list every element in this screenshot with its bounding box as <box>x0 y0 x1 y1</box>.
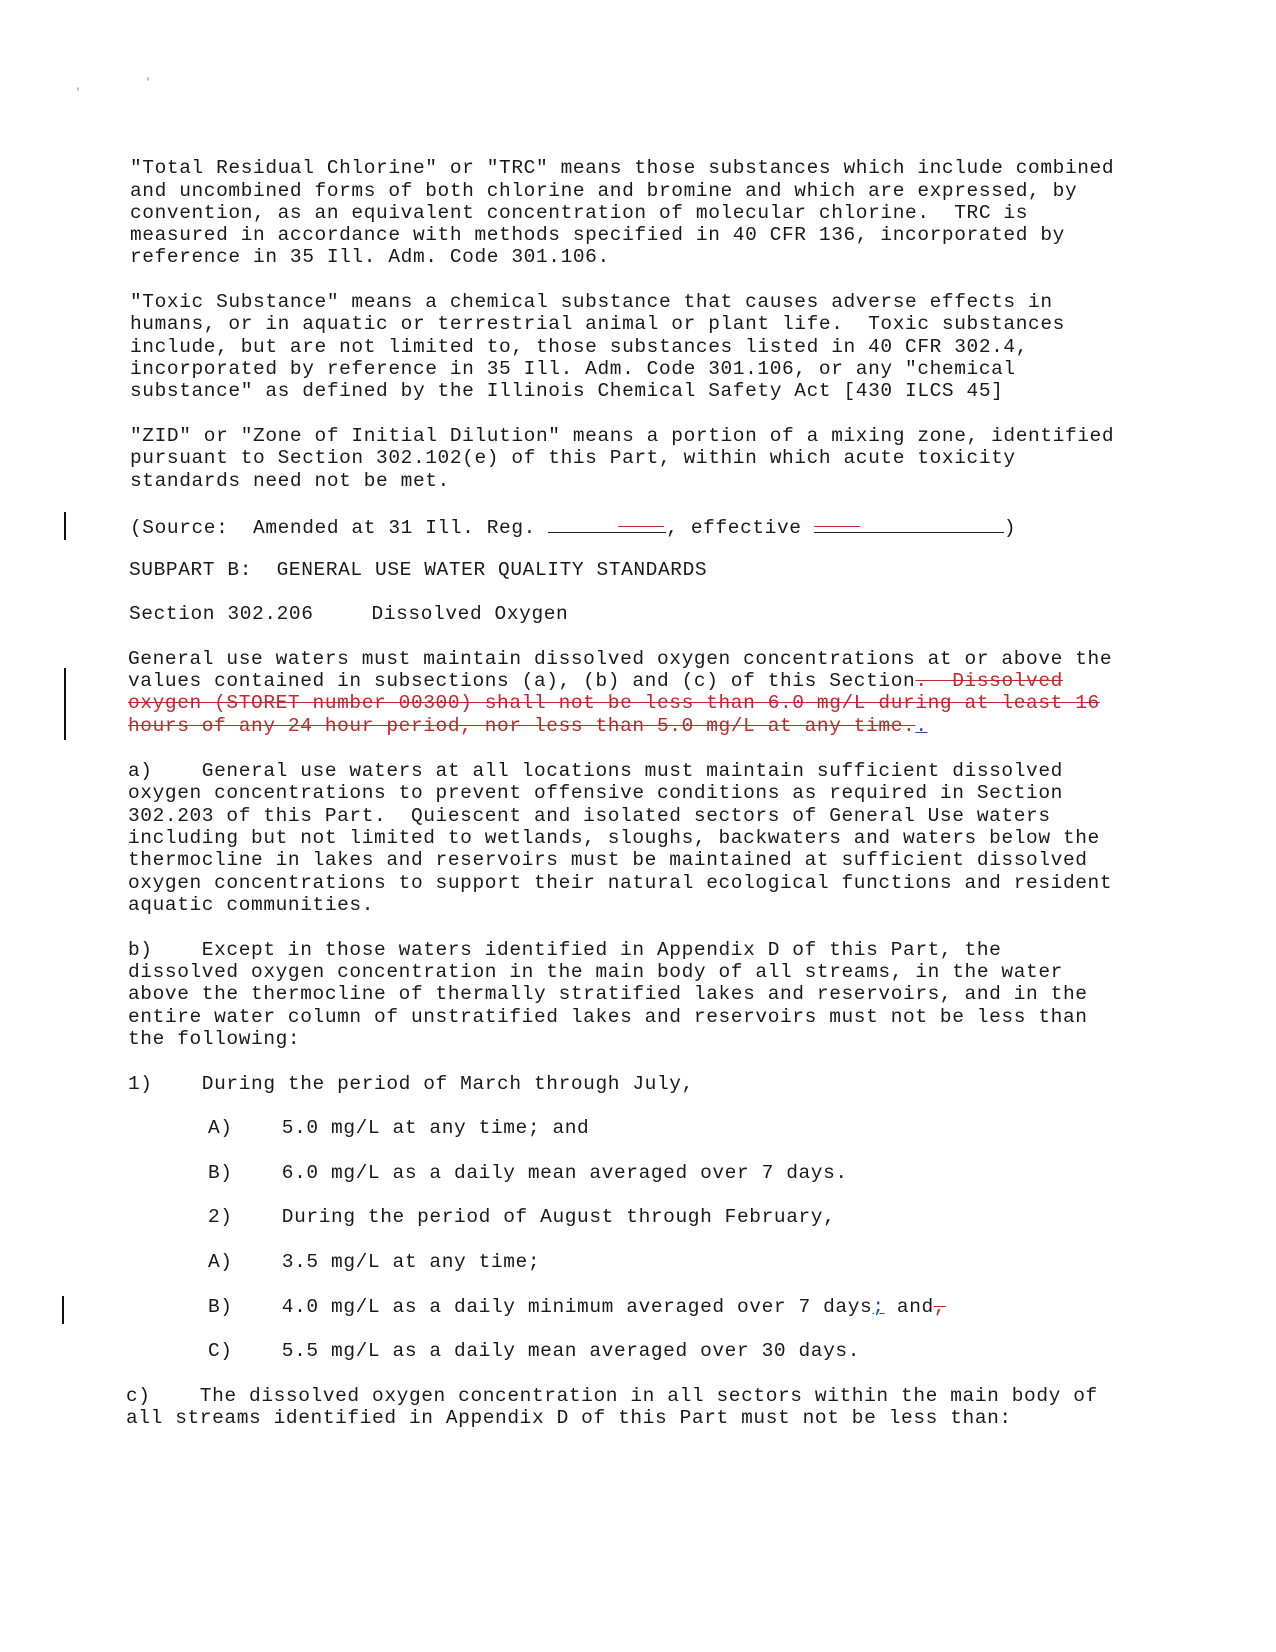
text-line: "Toxic Substance" means a chemical substance that causes adverse effects in <box>130 291 1053 313</box>
text-line <box>128 670 1063 694</box>
text-line: pursuant to Section 302.102(e) of this Part, within which acute toxicity <box>130 447 1016 469</box>
text-line: thermocline in lakes and reservoirs must be maintained at sufficient dissolved <box>128 849 1088 871</box>
text-line: 302.203 of this Part. Quiescent and isolated sectors of General Use waters <box>128 805 1051 827</box>
text-line: entire water column of unstratified lakes and reservoirs must not be less than <box>128 1006 1088 1028</box>
deleted-text: , <box>933 1296 947 1318</box>
text-line: standards need not be met. <box>130 470 450 492</box>
text-line: reference in 35 Ill. Adm. Code 301.106. <box>130 246 610 268</box>
text-line: above the thermocline of thermally stratified lakes and reservoirs, and in the <box>128 983 1088 1005</box>
text-line: all streams identified in Appendix D of this Part must not be less than: <box>126 1407 1012 1429</box>
revision-bar <box>64 512 66 540</box>
deleted-text: oxygen (STORET number 00300) shall not be less than 6.0 mg/L during at least 16 <box>128 692 1100 714</box>
text-line: oxygen concentrations to prevent offensive conditions as required in Section <box>128 782 1063 804</box>
text-line: General use waters must maintain dissolved oxygen concentrations at or above the <box>128 648 1113 670</box>
source-note <box>130 514 1016 541</box>
revision-bar <box>62 1296 64 1324</box>
source-prefix: (Source: Amended at 31 Ill. Reg. <box>130 517 549 539</box>
text-line: the following: <box>128 1028 301 1050</box>
text-line: "Total Residual Chlorine" or "TRC" means those substances which include combined <box>130 157 1115 179</box>
source-close: ) <box>1003 517 1017 539</box>
text-line: b) Except in those waters identified in Appendix D of this Part, the <box>128 939 1002 961</box>
text-line: aquatic communities. <box>128 894 375 916</box>
text-line: including but not limited to wetlands, sloughs, backwaters and waters below the <box>128 827 1100 849</box>
text-line <box>128 715 928 739</box>
section-heading <box>129 603 568 627</box>
text-plain: and <box>884 1296 934 1318</box>
deleted-text: . Dissolved <box>915 670 1063 692</box>
deleted-text: hours of any 24 hour period, nor less than 5.0 mg/L at any time. <box>128 715 916 737</box>
item-2-c: C) 5.5 mg/L as a daily mean averaged over 30 days. <box>208 1340 861 1362</box>
text-line: "ZID" or "Zone of Initial Dilution" means a portion of a mixing zone, identified <box>130 425 1115 447</box>
text-line: c) The dissolved oxygen concentration in all sectors within the main body of <box>126 1385 1098 1407</box>
reg-blank <box>548 514 666 533</box>
scan-speck: ' <box>75 88 82 99</box>
item-2-a: A) 3.5 mg/L at any time; <box>208 1251 541 1273</box>
text-line: measured in accordance with methods specified in 40 CFR 136, incorporated by <box>130 224 1065 246</box>
text-plain: values contained in subsections (a), (b) and (c) of this Section <box>128 670 916 692</box>
text-plain: B) 4.0 mg/L as a daily minimum averaged over 7 days <box>208 1296 873 1318</box>
text-line: a) General use waters at all locations must maintain sufficient dissolved <box>128 760 1063 782</box>
text-line: dissolved oxygen concentration in the main body of all streams, in the water <box>128 961 1063 983</box>
text-line: humans, or in aquatic or terrestrial animal or plant life. Toxic substances <box>130 313 1065 335</box>
effective-blank <box>814 514 1004 533</box>
inserted-text: . <box>915 715 928 737</box>
text-line: convention, as an equivalent concentration of molecular chlorine. TRC is <box>130 202 1029 224</box>
section-number: Section 302.206 <box>129 603 314 625</box>
item-2-b <box>208 1296 946 1320</box>
inserted-text: ; <box>872 1296 885 1318</box>
source-effective: , effective <box>666 517 814 539</box>
item-1-a: A) 5.0 mg/L at any time; and <box>208 1117 590 1139</box>
text-line: and uncombined forms of both chlorine and bromine and which are expressed, by <box>130 180 1078 202</box>
revision-bar <box>64 668 66 740</box>
item-1-b: B) 6.0 mg/L as a daily mean averaged over 7 days. <box>208 1162 848 1184</box>
text-line: oxygen concentrations to support their natural ecological functions and resident <box>128 872 1113 894</box>
text-line: include, but are not limited to, those substances listed in 40 CFR 302.4, <box>130 336 1029 358</box>
item-2: 2) During the period of August through February, <box>208 1206 836 1228</box>
text-line: substance" as defined by the Illinois Chemical Safety Act [430 ILCS 45] <box>130 380 1004 402</box>
subpart-heading: SUBPART B: GENERAL USE WATER QUALITY STANDARDS <box>129 559 708 581</box>
text-line: incorporated by reference in 35 Ill. Adm. Code 301.106, or any "chemical <box>130 358 1016 380</box>
scan-speck: ' <box>145 78 152 89</box>
item-1: 1) During the period of March through July, <box>128 1073 694 1095</box>
section-title: Dissolved Oxygen <box>371 603 569 625</box>
